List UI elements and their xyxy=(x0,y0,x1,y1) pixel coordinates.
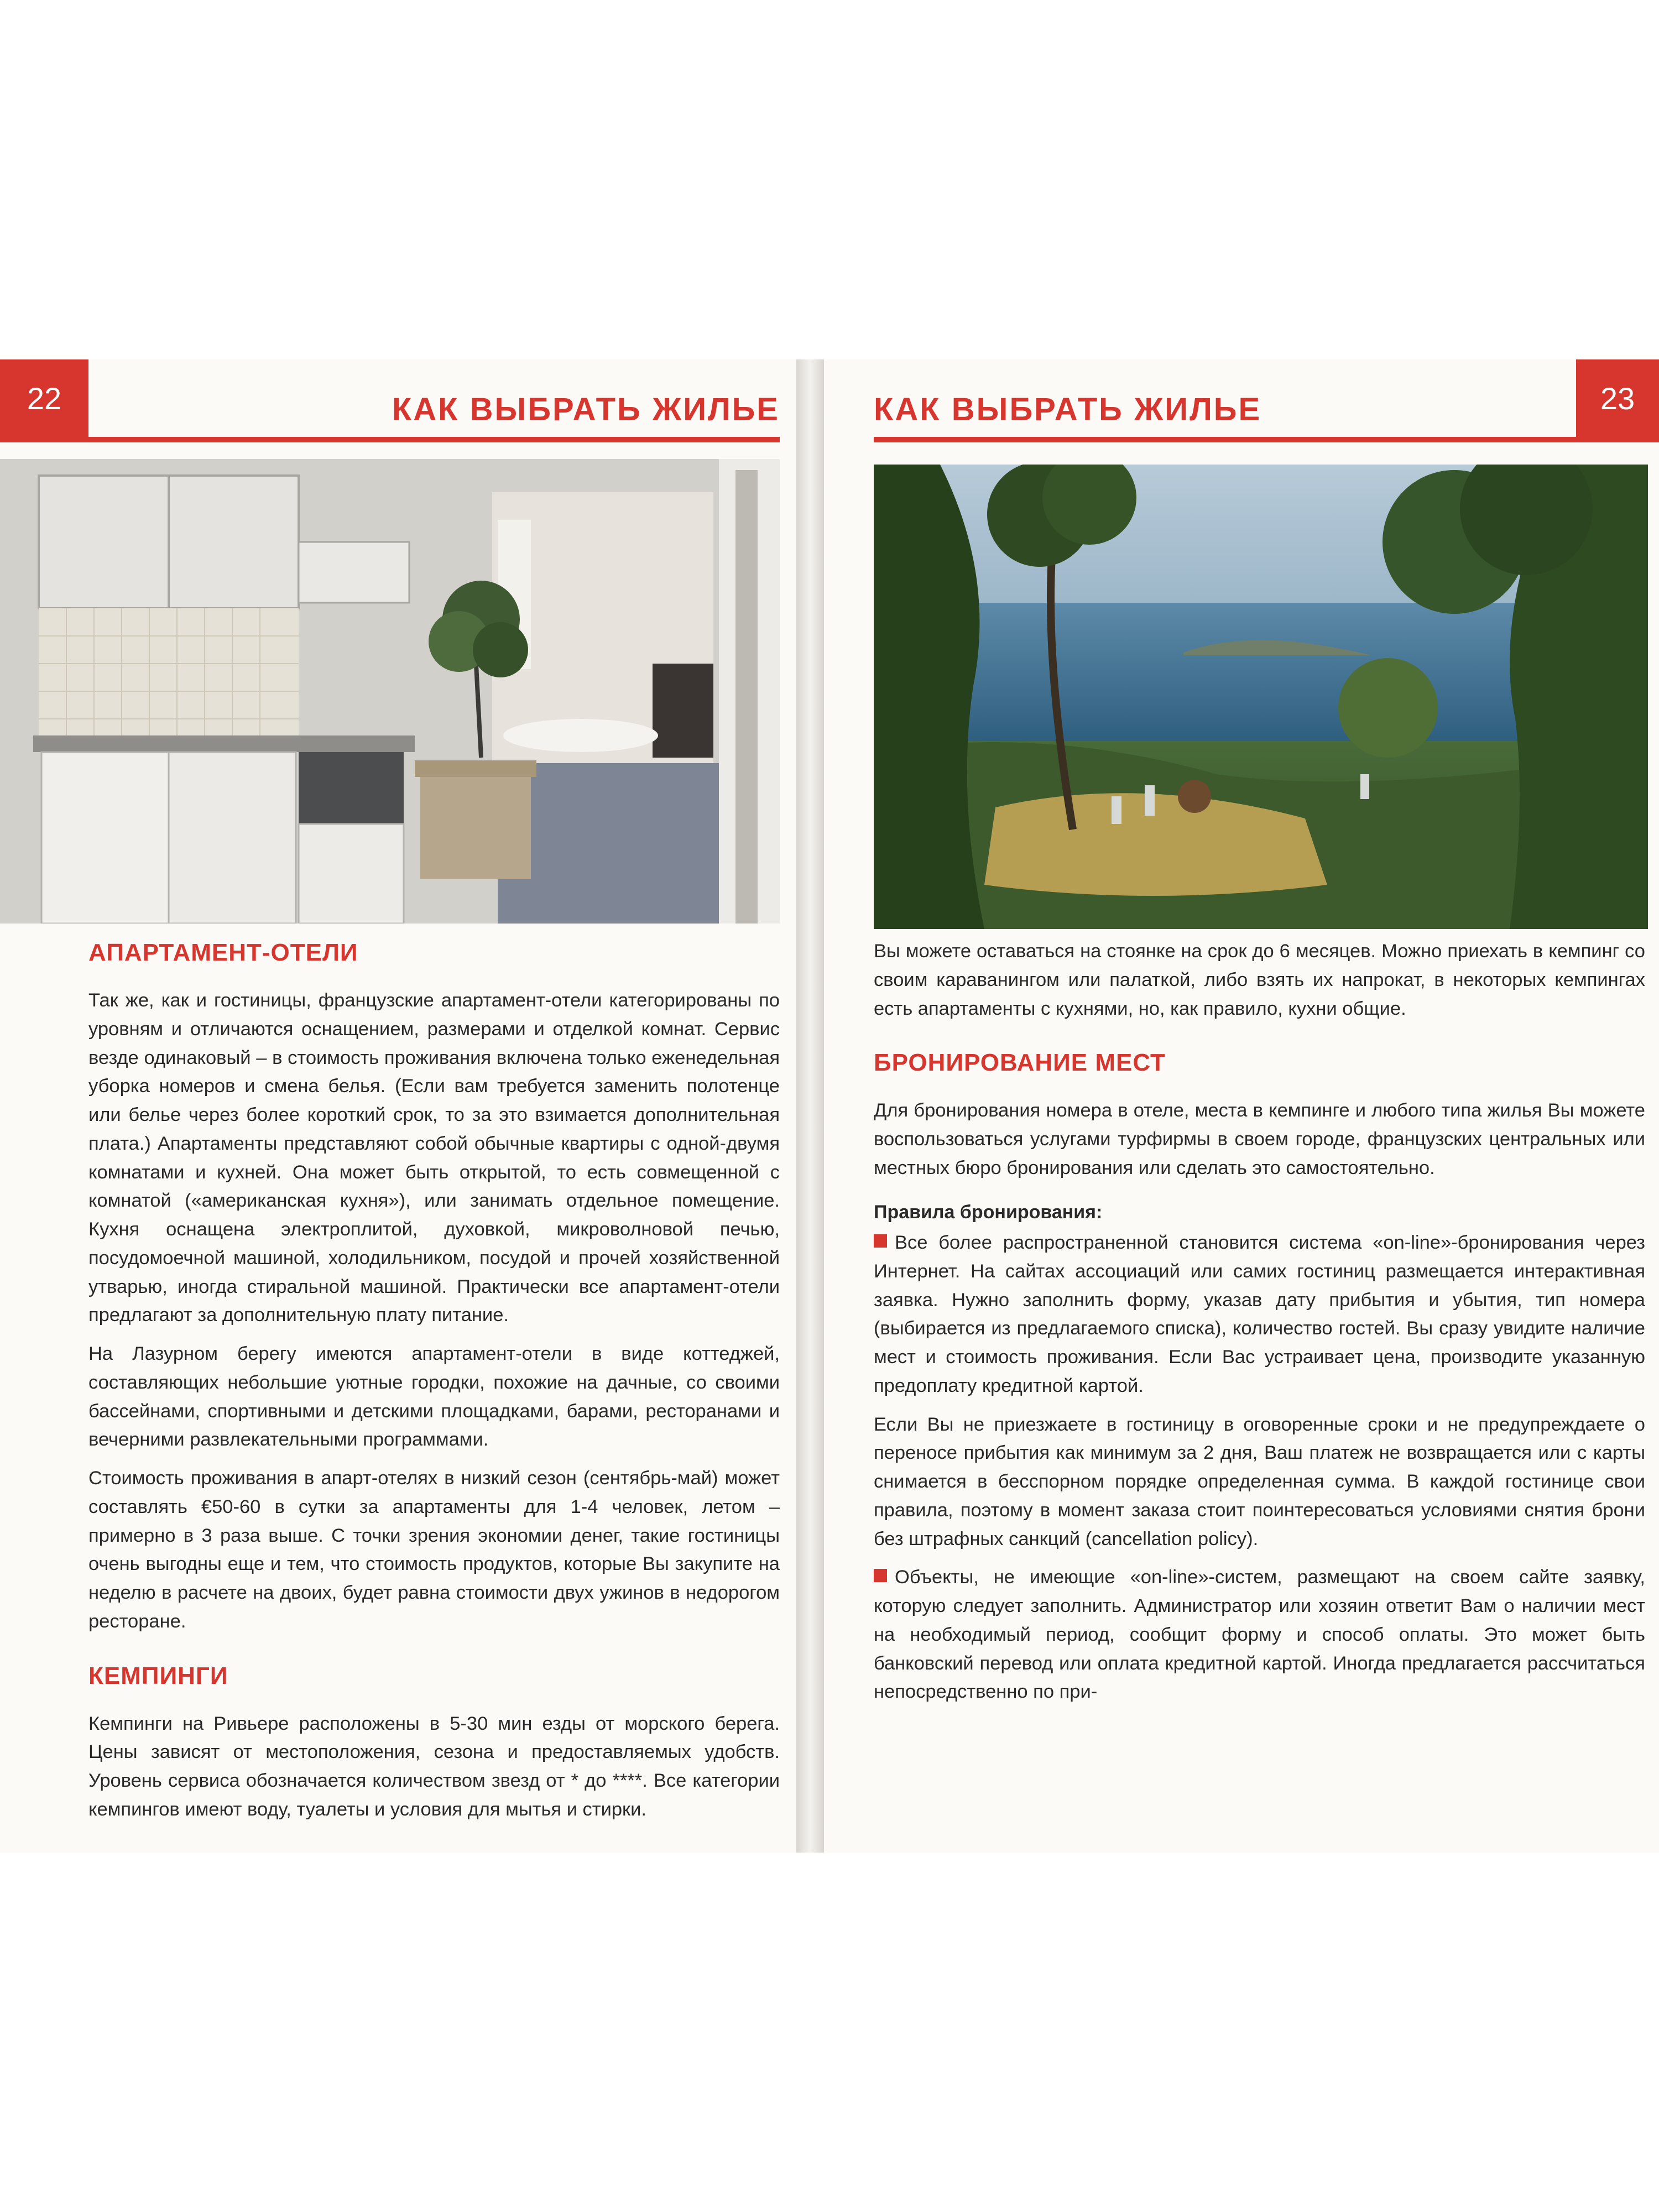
running-header-right: КАК ВЫБРАТЬ ЖИЛЬЕ xyxy=(874,392,1262,427)
paragraph: Если Вы не приезжаете в гостиницу в оговоренные сроки и не предупреждаете о переносе прибытия как минимум за 2 дня, Ваш платеж не возвращается или с карты снимается в бесспорном порядке определенная сумма. В каждой гостинице свои правила, поэтому в момент заказа стоит поинтересоваться условиями снятия брони без штрафных санкций (cancellation policy). xyxy=(874,1413,1645,1550)
bullet-text: Все более распространенной становится система «on-line»-бронирования через Интернет. На сайтах ассоциаций или самих гостиниц размещается интерактивная заявка. Нужно заполнить форму, указав дату прибытия и убытия, тип номера (выбирается из предлагаемого списка), количество гостей. Вы сразу увидите наличие мест и стоимость проживания. Если Вас устраивает цена, производите указанную предоплату кредитной картой. xyxy=(874,1232,1645,1396)
paragraph: Для бронирования номера в отеле, места в кемпинге и любого типа жилья Вы можете воспользоваться услугами турфирмы в своем городе, французских центральных или местных бюро бронирования или сделать это самостоятельно. xyxy=(874,1100,1645,1178)
riviera-coast-photo xyxy=(874,465,1648,929)
paragraph: Вы можете оставаться на стоянке на срок до 6 месяцев. Можно приехать в кемпинг со своим караванингом или палаткой, либо взять их напрокат, в некоторых кемпингах есть апартаменты с кухнями, но, как правило, кухни общие. xyxy=(874,941,1645,1019)
running-header-left: КАК ВЫБРАТЬ ЖИЛЬЕ xyxy=(392,392,780,427)
list-item xyxy=(874,1563,1645,1707)
red-square-bullet-icon xyxy=(874,1569,887,1582)
paragraph: Кемпинги на Ривьере расположены в 5-30 мин езды от морского берега. Цены зависят от местоположения, сезона и предоставляемых удобств. Уровень сервиса обозначается количеством звезд от * до ****. Все категории кемпингов имеют воду, туалеты и условия для мытья и стирки. xyxy=(88,1713,780,1820)
book-gutter xyxy=(796,359,824,1853)
red-square-bullet-icon xyxy=(874,1234,887,1248)
paragraph: На Лазурном берегу имеются апартамент-отели в виде коттеджей, составляющих небольшие уютные городки, похожие на дачные, со своими бассейнами, спортивными и детскими площадками, барами, ресторанами и вечерними развлекательными программами. xyxy=(88,1343,780,1451)
right-page xyxy=(824,359,1659,1853)
header-rule-left xyxy=(0,437,780,442)
paragraph: Стоимость проживания в апарт-отелях в низкий сезон (сентябрь-май) может составлять €50-60 в сутки за апартаменты для 1-4 человек, летом – примерно в 3 раза выше. С точки зрения экономии денег, такие гостиницы очень выгодны еще и тем, что стоимость продуктов, которые Вы закупите на неделю в расчете на двоих, будет равна стоимости двух ужинов в недорогом ресторане. xyxy=(88,1468,780,1632)
page-number-right: 23 xyxy=(1576,359,1659,437)
right-text-column xyxy=(874,937,1645,1717)
page-number-left: 22 xyxy=(0,359,88,437)
header-rule-right xyxy=(874,437,1659,442)
section-heading-booking: БРОНИРОВАНИЕ МЕСТ xyxy=(874,1049,1166,1077)
left-text-column xyxy=(88,937,780,1834)
left-page xyxy=(0,359,796,1853)
paragraph: Так же, как и гостиницы, французские апартамент-отели категорированы по уровням и отличаются оснащением, размерами и отделкой комнат. Сервис везде одинаковый – в стоимость проживания включена только еженедельная уборка номеров и смена белья. (Если вам требуется заменить полотенце или белье через более короткий срок, то за это взимается дополнительная плата.) Апартаменты представляют собой обычные квартиры с одной-двумя комнатами и кухней. Она может быть открытой, то есть совмещенной с комнатой («американская кухня»), или занимать отдельное помещение. Кухня оснащена электроплитой, духовкой, микроволновой печью, посудомоечной машиной, холодильником, посудой и прочей хозяйственной утварью, иногда стиральной машиной. Практически все апартамент-отели предлагают за дополнительную плату питание. xyxy=(88,990,780,1326)
apartment-kitchen-photo xyxy=(0,459,780,924)
bullet-text: Объекты, не имеющие «on-line»-систем, размещают на своем сайте заявку, которую следует заполнить. Администратор или хозяин ответит Вам о наличии мест на необходимый период, сообщит форму и способ оплаты. Это может быть банковский перевод или оплата кредитной картой. Иногда предлагается рассчитаться непосредственно по при- xyxy=(874,1567,1645,1703)
list-item xyxy=(874,1229,1645,1401)
section-heading-campings: КЕМПИНГИ xyxy=(88,1662,228,1689)
section-heading-apart-hotels: АПАРТАМЕНТ-ОТЕЛИ xyxy=(88,939,358,966)
booking-rules-title: Правила бронирования: xyxy=(874,1201,1103,1223)
